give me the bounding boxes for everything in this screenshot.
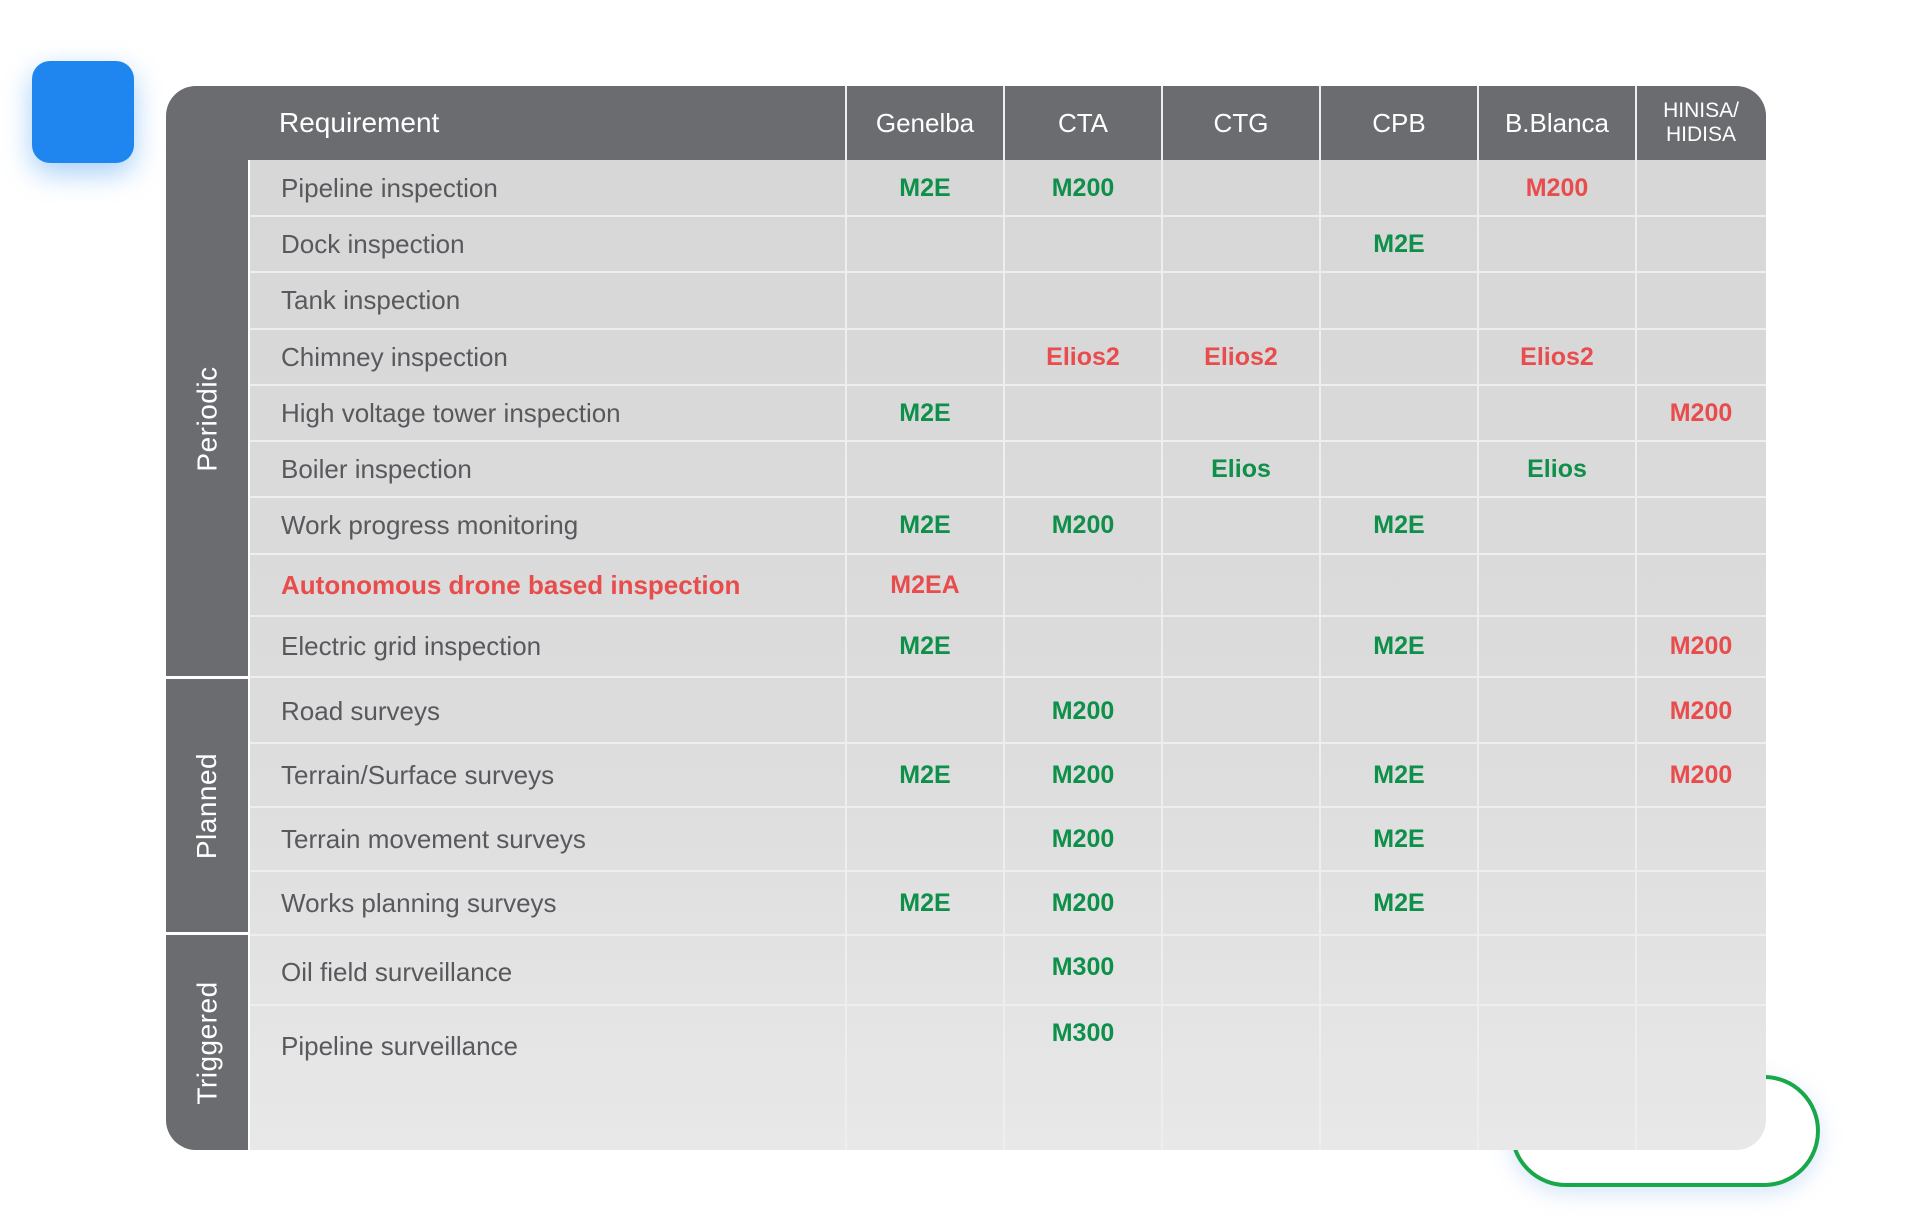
cell-ctg xyxy=(1162,679,1320,743)
cell-cpb xyxy=(1320,272,1478,329)
cell-ctg xyxy=(1162,385,1320,441)
cell-hinisa xyxy=(1636,935,1766,1005)
group-label-periodic: Periodic xyxy=(191,365,223,472)
cell-bblanca xyxy=(1478,743,1636,807)
table-row xyxy=(249,871,1766,935)
row-label: Work progress monitoring xyxy=(281,510,579,540)
row-label: Dock inspection xyxy=(281,228,465,259)
header-genelba: Genelba xyxy=(875,107,975,138)
cell-cpb xyxy=(1320,441,1478,497)
row-label: Boiler inspection xyxy=(281,453,472,484)
table-row xyxy=(249,441,1766,497)
cell-genelba: M2E xyxy=(899,398,951,427)
column-divider xyxy=(1635,86,1637,1150)
cell-cta xyxy=(1004,385,1162,441)
cell-hinisa xyxy=(1636,160,1766,216)
cell-cpb: M2E xyxy=(1373,888,1425,917)
cell-genelba: M2E xyxy=(899,511,951,539)
cell-cpb xyxy=(1320,935,1478,1005)
cell-bblanca xyxy=(1478,216,1636,272)
table-row xyxy=(249,807,1766,871)
row-label: Tank inspection xyxy=(281,285,461,315)
column-divider xyxy=(248,160,250,1150)
header-cta: CTA xyxy=(1057,107,1109,138)
group-label-planned: Planned xyxy=(191,752,223,859)
table-row xyxy=(249,1005,1766,1150)
cell-genelba: M2E xyxy=(899,173,951,202)
cell-cta xyxy=(1004,216,1162,272)
cell-bblanca: M200 xyxy=(1525,173,1589,202)
row-label: Oil field surveillance xyxy=(281,957,513,987)
cell-bblanca xyxy=(1478,935,1636,1005)
cell-cpb: M2E xyxy=(1373,632,1425,660)
column-divider xyxy=(1319,86,1321,1150)
cell-bblanca xyxy=(1478,616,1636,677)
cell-ctg xyxy=(1162,935,1320,1005)
column-divider xyxy=(1477,86,1479,1150)
cell-genelba: M2E xyxy=(899,888,951,917)
cell-cta xyxy=(1004,554,1162,616)
cell-cpb: M2E xyxy=(1373,760,1425,789)
cell-ctg xyxy=(1162,554,1320,616)
cell-cpb xyxy=(1320,385,1478,441)
table-row xyxy=(249,160,1766,216)
group-periodic xyxy=(166,160,249,677)
cell-bblanca: Elios xyxy=(1527,454,1587,483)
group-triggered xyxy=(166,935,249,1150)
cell-bblanca xyxy=(1478,807,1636,871)
cell-ctg xyxy=(1162,1005,1320,1150)
cell-hinisa xyxy=(1636,329,1766,385)
cell-cta: M200 xyxy=(1051,888,1115,917)
cell-hinisa: M200 xyxy=(1669,632,1733,660)
group-label-triggered: Triggered xyxy=(191,980,223,1105)
cell-cpb xyxy=(1320,160,1478,216)
table-row xyxy=(249,616,1766,677)
cell-ctg xyxy=(1162,616,1320,677)
row-label: High voltage tower inspection xyxy=(281,397,621,428)
cell-ctg xyxy=(1162,743,1320,807)
cell-cta: Elios2 xyxy=(1046,342,1120,371)
cell-cpb xyxy=(1320,679,1478,743)
table-row xyxy=(249,497,1766,554)
table-row xyxy=(249,679,1766,743)
cell-hinisa xyxy=(1636,554,1766,616)
table-row xyxy=(249,329,1766,385)
cell-cta: M200 xyxy=(1051,173,1115,202)
cell-genelba xyxy=(846,441,1004,497)
header-requirement: Requirement xyxy=(279,107,440,138)
row-label: Terrain/Surface surveys xyxy=(281,759,555,790)
row-label: Works planning surveys xyxy=(281,887,557,918)
cell-cta: M200 xyxy=(1051,760,1115,789)
cell-cta xyxy=(1004,272,1162,329)
cell-hinisa xyxy=(1636,807,1766,871)
cell-bblanca xyxy=(1478,1005,1636,1150)
row-divider xyxy=(249,676,1766,678)
table-row xyxy=(249,272,1766,329)
cell-genelba xyxy=(846,807,1004,871)
cell-ctg xyxy=(1162,807,1320,871)
cell-hinisa xyxy=(1636,1005,1766,1150)
cell-genelba xyxy=(846,935,1004,1005)
cell-cta: M200 xyxy=(1051,696,1115,725)
cell-cta: M200 xyxy=(1051,511,1115,539)
row-label: Road surveys xyxy=(281,695,440,726)
cell-ctg: Elios2 xyxy=(1204,342,1278,371)
cell-cta: M200 xyxy=(1051,824,1115,853)
cell-hinisa: M200 xyxy=(1669,398,1733,427)
cell-genelba xyxy=(846,216,1004,272)
cell-cpb xyxy=(1320,554,1478,616)
cell-cta: M300 xyxy=(1051,1019,1115,1047)
cell-genelba xyxy=(846,329,1004,385)
cell-genelba xyxy=(846,679,1004,743)
cell-genelba: M2E xyxy=(899,632,951,660)
header-cpb: CPB xyxy=(1372,107,1426,138)
column-divider xyxy=(1161,86,1163,1150)
cell-genelba: M2E xyxy=(899,760,951,789)
cell-bblanca: Elios2 xyxy=(1520,342,1594,371)
header-bblanca: B.Blanca xyxy=(1504,107,1610,138)
table-row xyxy=(249,554,1766,616)
cell-genelba: M2EA xyxy=(890,570,960,599)
row-label: Pipeline surveillance xyxy=(281,1031,519,1061)
cell-ctg xyxy=(1162,216,1320,272)
column-divider xyxy=(1003,86,1005,1150)
table-header xyxy=(166,86,1766,160)
cell-cpb xyxy=(1320,329,1478,385)
table-row xyxy=(249,216,1766,272)
cell-ctg xyxy=(1162,497,1320,554)
cell-bblanca xyxy=(1478,679,1636,743)
row-label: Chimney inspection xyxy=(281,341,508,372)
header-hinisa-hidisa xyxy=(1636,86,1766,160)
column-divider xyxy=(845,86,847,1150)
header-hinisa: HINISA/ xyxy=(1663,99,1739,122)
cell-genelba xyxy=(846,1005,1004,1150)
cell-cpb xyxy=(1320,1005,1478,1150)
cell-ctg xyxy=(1162,272,1320,329)
cell-ctg xyxy=(1162,871,1320,935)
cell-cta xyxy=(1004,441,1162,497)
cell-hinisa xyxy=(1636,871,1766,935)
cell-genelba xyxy=(846,272,1004,329)
row-label: Pipeline inspection xyxy=(281,172,498,203)
cell-cpb: M2E xyxy=(1373,824,1425,853)
header-ctg: CTG xyxy=(1213,107,1269,138)
cell-bblanca xyxy=(1478,272,1636,329)
cell-ctg xyxy=(1162,160,1320,216)
row-label: Autonomous drone based inspection xyxy=(281,569,741,600)
cell-hinisa xyxy=(1636,497,1766,554)
requirements-table xyxy=(166,86,1766,1150)
cell-cta xyxy=(1004,616,1162,677)
cell-bblanca xyxy=(1478,871,1636,935)
cell-hinisa xyxy=(1636,441,1766,497)
cell-hinisa xyxy=(1636,216,1766,272)
row-label: Terrain movement surveys xyxy=(281,823,586,854)
cell-bblanca xyxy=(1478,385,1636,441)
group-planned xyxy=(166,679,249,932)
cell-hinisa xyxy=(1636,272,1766,329)
table-row xyxy=(249,935,1766,1005)
cell-ctg: Elios xyxy=(1211,454,1271,483)
cell-bblanca xyxy=(1478,497,1636,554)
cell-hinisa: M200 xyxy=(1669,760,1733,789)
cell-cta: M300 xyxy=(1051,953,1115,981)
cell-hinisa: M200 xyxy=(1669,696,1733,725)
row-label: Electric grid inspection xyxy=(281,631,542,661)
decorative-blue-square xyxy=(32,61,134,163)
table-row xyxy=(249,743,1766,807)
cell-cpb: M2E xyxy=(1373,229,1425,258)
cell-bblanca xyxy=(1478,554,1636,616)
cell-cpb: M2E xyxy=(1373,511,1425,539)
header-hidisa: HIDISA xyxy=(1665,123,1736,146)
table-row xyxy=(249,385,1766,441)
